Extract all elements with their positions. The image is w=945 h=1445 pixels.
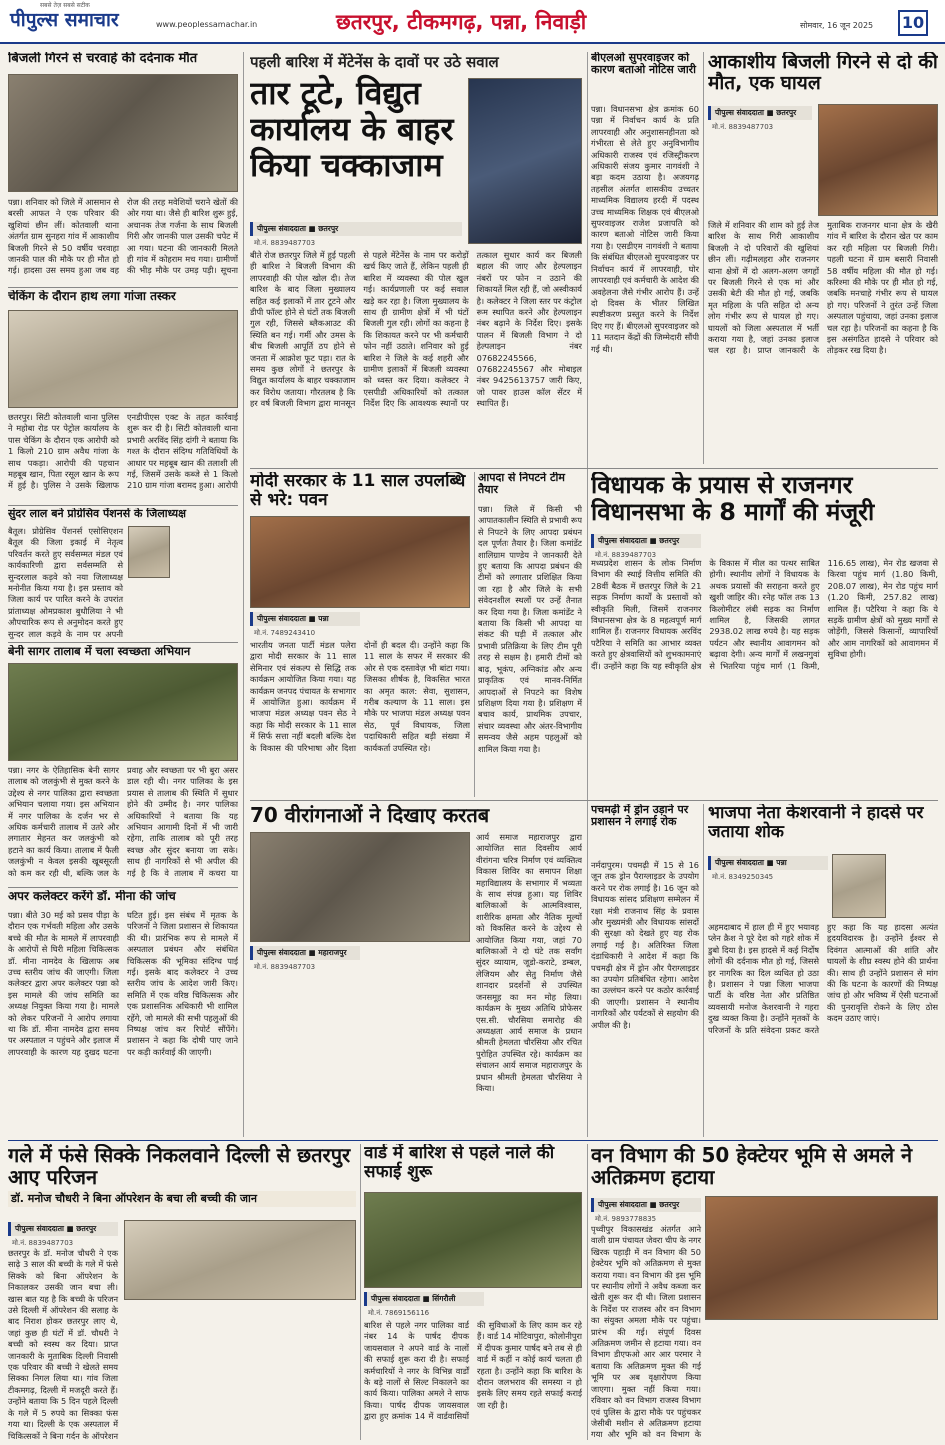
photo-doctor-family [124, 1220, 356, 1300]
photo-jcb-encroachment [705, 1196, 938, 1320]
reporter-mobile: मो.नं. 8349250345 [712, 873, 774, 881]
headline: गले में फंसे सिक्के निकलवाने दिल्ली से छतरपुर आए परिजन [8, 1144, 351, 1190]
column-rule [360, 1144, 361, 1440]
article-blo-notice[interactable] [591, 52, 699, 464]
headline: चेकिंग के दौरान हाथ लगा गांजा तस्कर [8, 290, 176, 303]
byline: पीपुल्स संवाददाता ■ छतरपुर [591, 1198, 701, 1212]
divider [8, 1140, 938, 1141]
article-body: बारिश से पहले नगर पालिका वार्ड नंबर 14 के पार्षद दीपक जायसवाल ने अपने वार्ड के नालों की सफाई शुरू करा दी है। सफाई कर्मचारियों ने नगर के विभिन्न वार्डों के बड़े नालों से सिल्ट निकालने का कार्य किया। पालिका अमले ने साफ किया। पार्षद दीपक जायसवाल द्वारा हुए क्रमांक 14 में वार्डवासियों की सुविधाओं के लिए काम कर रहे हैं। वार्ड 14 मोटिवापुरा, कोलोनीपुरा में दीपक कुमार पार्षद बने तब से ही वार्ड में कहीं न कोई कार्य चलता ही रहता है। उन्होंने कहा कि बारिश के दौरान जलभराव की समस्या न हो इसके लिए समय रहते सफाई कराई जा रही है। [364, 1320, 582, 1422]
reporter-mobile: मो.नं. 8839487703 [712, 123, 774, 131]
headline: भाजपा नेता केशरवानी ने हादसे पर जताया शोक [708, 804, 924, 843]
column-rule [703, 52, 704, 464]
article-body: पन्ना। नगर के ऐतिहासिक बेनी सागर तालाब को जलकुंभी से मुक्त करने के उद्देश्य से नगर पालिका द्वारा स्वच्छता अभियान चलाया गया। इस अभियान में नगर पालिका के दर्जन भर से अधिक कर्मचारी तालाब में उतरे और लगातार मेहनत कर जलकुंभी को हटाने का कार्य किया। तालाब में फैली जलकुंभी न केवल इसकी खूबसूरती को कम कर रही थी, बल्कि जल के प्रवाह और स्वच्छता पर भी बुरा असर डाल रही थी। नगर पालिका के इस प्रयास से तालाब की स्थिति में सुधार होने की उम्मीद है। नगर पालिका अधिकारियों ने बताया कि यह अभियान आगामी दिनों में भी जारी रहेगा, ताकि तालाब को पूरी तरह स्वच्छ और सुंदर बनाया जा सके। साथ ही नागरिकों से भी अपील की गई है कि वे तालाब में कचरा या [8, 765, 238, 878]
headline: आपदा से निपटने टीम तैयार [478, 472, 565, 497]
photo-hospital [818, 104, 938, 216]
photo-lake-cleanup [8, 663, 238, 761]
photo-girls-group [250, 832, 470, 942]
article-body: अहमदाबाद में हाल ही में हुए भयावह प्लेन क्रैश ने पूरे देश को गहरे शोक में डुबो दिया है। इस हादसे में कई निर्दोष लोगों की दर्दनाक मौत हो गई, जिससे हर नागरिक का दिल व्यथित हो उठा है। प्रशासन ने पन्ना जिला भाजपा पार्टी के वरिष्ठ नेता और प्रतिष्ठित व्यवसायी मनोज केशरवानी ने गहरा दुख व्यक्त किया है। उन्होंने मृतकों के परिजनों के प्रति संवेदना प्रकट करते हुए कहा कि यह हादसा अत्यंत हृदयविदारक है। उन्होंने ईश्वर से दिवंगत आत्माओं की शांति और घायलों के शीघ्र स्वस्थ होने की प्रार्थना की। साथ ही उन्होंने प्रशासन से मांग की कि घटना के कारणों की निष्पक्ष जांच हो और भविष्य में ऐसी घटनाओं की पुनरावृत्ति रोकने के लिए ठोस कदम उठाए जाएं। [708, 922, 938, 1035]
article-lightning-herder[interactable] [8, 52, 238, 284]
byline: पीपुल्स संवाददाता ■ छतरपुर [8, 1222, 118, 1236]
article-body: पृथ्वीपुर विकासखंड अंतर्गत आने वाली ग्राम पंचायत जेवरा चीप के नगर खिरक पहाड़ी में वन विभाग की 50 हेक्टेयर भूमि को अतिक्रमण से मुक्त कराया गया। वन विभाग की इस भूमि पर स्थानीय लोगों ने अवैध कब्जा कर खेती शुरू कर दी थी। जिला प्रशासन के निर्देश पर राजस्व और वन विभाग का संयुक्त अमला मौके पर पहुंचा। प्रारंभ की गई। संपूर्ण दिवस अतिक्रमण जमीन से हटाया गया। वन विभाग डीएफओ आर आर परमार ने बताया कि अतिक्रमण मुक्त की गई भूमि पर अब वृक्षारोपण किया जाएगा। मुक्त नहीं किया गया। रविवार को वन विभाग राजस्व विभाग एवं पुलिस के द्वारा मौके पर पहुंचकर जेसीबी मशीन से अतिक्रमण हटाया गया और भूमि को वन विभाग के [591, 1224, 701, 1440]
article-body: पन्ना। विधानसभा क्षेत्र क्रमांक 60 पन्ना में निर्वाचन कार्य के प्रति लापरवाही और अनुशासनहीनता को गंभीरता से लेते हुए अनुविभागीय अधिकारी राजस्व एवं रजिस्ट्रीकरण अधिकारी संजय कुमार नागवंशी ने बड़ा कदम उठाया है। अजयगढ़ तहसील अंतर्गत शासकीय उच्चतर माध्यमिक विद्यालय हरदी में पदस्थ उच्च माध्यमिक शिक्षक एवं बीएलओ सुपरवाइजर राजेश प्रजापति को कारण बताओ नोटिस जारी किया गया है। एसडीएम नागवंशी ने बताया कि संबंधित बीएलओ सुपरवाइजर पर निर्वाचन कार्य में लापरवाही, घोर लापरवाही एवं कर्मचारी के आदेश की अवहेलना जैसे गंभीर आरोप हैं। उन्हें दो दिवस के भीतर लिखित स्पष्टीकरण प्रस्तुत करने के निर्देश दिए गए हैं। बीएलओ सुपरवाइजर को 11 मतदान केंद्रों की जिम्मेदारी सौंपी गई थी। [591, 104, 699, 354]
headline: 70 वीरांगनाओं ने दिखाए करतब [250, 804, 490, 827]
article-drain-cleaning[interactable] [364, 1144, 582, 1440]
kicker: पहली बारिश में मेंटेनेंस के दावों पर उठे सवाल [250, 53, 499, 71]
headline: सुंदर लाल बने प्रोग्रेसिव पेंशनर्स के जिलाध्यक्ष [8, 508, 187, 520]
reporter-mobile: मो.नं. 8839487703 [595, 551, 657, 559]
article-body: जिले में शनिवार की शाम को हुई तेज बारिश के साथ गिरी आकाशीय बिजली ने दो परिवारों की खुशियां छीन लीं। गढ़ीमलहरा और राजनगर थाना क्षेत्रों में दो अलग-अलग जगहों पर बिजली गिरने से एक मां और उसकी बेटी की मौत हो गई, जबकि मृत महिला के पति सहित दो अन्य लोग गंभीर रूप से घायल हो गए। घायलों को जिला अस्पताल में भर्ती कराया गया है, जहां उनका इलाज चल रहा है। प्राप्त जानकारी के मुताबिक राजनगर थाना क्षेत्र के खैरी गांव में बारिश के दौरान खेत पर काम कर रही महिला पर बिजली गिरी। पहली घटना में ग्राम बसारी निवासी 58 वर्षीय महिला की मौत हो गई। करिश्मा की मौके पर ही मौत हो गई, जबकि मनचाहे गंभीर रूप से घायल हो गए। परिजनों ने तुरंत उन्हें जिला अस्पताल पहुंचाया, जहां उनका इलाज चल रहा है। परिजनों का कहना है कि इस असंगठित हादसे ने परिवार को तोड़कर रख दिया है। [708, 220, 938, 356]
photo-drain [364, 1192, 582, 1288]
reporter-mobile: मो.नं. 8839487703 [254, 963, 316, 971]
headline: विधायक के प्रयास से राजनगर विधानसभा के 8 मार्गों की मंजूरी [591, 472, 875, 526]
headline: बिजली गिरने से चरवाहे की दर्दनाक मौत [8, 52, 198, 66]
edition-title: छतरपुर, टीकमगढ़, पन्ना, निवाड़ी [336, 10, 587, 34]
portrait-photo [128, 526, 170, 578]
article-pensioners[interactable] [8, 508, 238, 640]
reporter-mobile: मो.नं. 8839487703 [254, 239, 316, 247]
article-body: आर्य समाज महाराजपुर द्वारा आयोजित सात दिवसीय आर्य वीरांगना चरित्र निर्माण एवं व्यक्तित्व विकास शिविर का समापन शिक्षा महाविद्यालय के सभागार में भव्यता के साथ संपन्न हुआ। यह शिविर बालिकाओं के आत्मविश्वास, शारीरिक क्षमता और नैतिक मूल्यों को विकसित करने के उद्देश्य से आयोजित किया गया, जहां 70 बालिकाओं ने दो घंटे तक सर्वांग सुंदर व्यायाम, जूडो-कराटे, डम्बल, लेजियम और सेतु निर्माण जैसे शानदार प्रदर्शनों से उपस्थित जनसमूह का मन मोह लिया। कार्यक्रम के मुख्य अतिथि प्रोफेसर एस.सी. चौरसिया समारोह की अध्यक्षता आर्य समाज के प्रधान श्रीमती हेमलता चौरसिया और रचित पुरोहित उपस्थित रहे। कार्यक्रम का संचालन आर्य समाज महाराजपुर के प्रधान श्रीमती हेमलता चौरसिया ने किया। [476, 832, 582, 1093]
photo-protest-night [468, 78, 582, 244]
page-number: 10 [898, 10, 928, 36]
photo-bjp-event [250, 516, 470, 608]
byline: पीपुल्स संवाददाता ■ छतरपुर [250, 222, 462, 236]
byline: पीपुल्स संवाददाता ■ छतरपुर [708, 106, 812, 120]
column-rule [587, 52, 588, 1137]
article-body: बीते रोज छतरपुर जिले में हुई पहली ही बारिश ने बिजली विभाग की लापरवाही की पोल खोल दी। तेज बारिश के बाद जिला मुख्यालय सहित कई इलाकों में तार टूटने और डीपी फॉल्ट होने से घंटों तक बिजली गुल रही, जिससे ब्लैकआउट की स्थिति बन गई। गर्मी और उमस के बीच बिजली आपूर्ति ठप होने से जनता में आक्रोश फूट पड़ा। रात के समय कुछ लोगों ने छतरपुर के विद्युत कार्यालय के बाहर चक्काजाम कर विरोध जताया। गौरतलब है कि हर वर्ष बिजली विभाग द्वारा मानसून से पहले मेंटेनेंस के नाम पर करोड़ों खर्च किए जाते हैं, लेकिन पहली ही बारिश में व्यवस्था की पोल खुल गई। कार्यप्रणाली पर कई सवाल खड़े कर रहा है। जिला मुख्यालय के साथ ही ग्रामीण क्षेत्रों में भी घंटों बिजली गुल रही। लोगों का कहना है कि शिकायत करने पर भी कर्मचारी फोन नहीं उठाते। शनिवार को हुई बारिश ने जिले के कई शहरी और ग्रामीण इलाकों में बिजली व्यवस्था को ध्वस्त कर दिया। कलेक्टर ने एसपीडी अधिकारियों को तत्काल निर्देश दिए कि आवश्यक स्थानों पर तत्काल सुधार कार्य कर बिजली बहाल की जाए और हेल्पलाइन नंबरों पर फोन न उठाने की शिकायतें मिल रही हैं, जो अस्वीकार्य है। कलेक्टर ने जिला स्तर पर कंट्रोल रूम स्थापित करने और हेल्पलाइन नंबर बढ़ाने के निर्देश दिए। इसके पालन में बिजली विभाग ने दो हेल्पलाइन नंबर 07682245566, 07682245567 और मोबाइल नंबर 9425613757 जारी किए, जो पावर हाउस कॉल सेंटर में स्थापित हैं। [250, 250, 582, 409]
byline: पीपुल्स संवाददाता ■ छतरपुर [591, 534, 701, 548]
headline: आकाशीय बिजली गिरने से दो की मौत, एक घायल [708, 52, 938, 95]
article-body: भारतीय जनता पार्टी मंडल पलेरा द्वारा मोदी सरकार के 11 साल सेमिनार एवं संकल्प से सिद्धि तक कार्यक्रम आयोजित किया गया। यह कार्यक्रम जनपद पंचायत के सभागार में आयोजित हुआ। कार्यक्रम में भाजपा मंडल अध्यक्ष पवन सेठ ने कहा कि मोदी सरकार के 11 साल में सिर्फ सत्ता नहीं बदली बल्कि देश के विकास की परिभाषा और दिशा दोनों ही बदल दी। उन्होंने कहा कि 11 साल के सफर में सरकार की ओर से एक दस्तावेज़ भी बांटा गया। जिसका शीर्षक है, विकसित भारत का अमृत काल: सेवा, सुशासन, गरीब कल्याण के 11 साल। इस मौके पर भाजपा मंडल अध्यक्ष पवन सेठ, पूर्व विधायक, जिला पदाधिकारी सहित बड़ी संख्या में कार्यकर्ता उपस्थित रहे। [250, 640, 470, 753]
headline: तार टूटे, विद्युत कार्यालय के बाहर किया चक्काजाम [250, 74, 454, 184]
column-rule [243, 52, 244, 1137]
column-rule [587, 1144, 588, 1440]
article-lightning-two[interactable] [708, 52, 938, 464]
reporter-mobile: मो.नं. 7489243410 [254, 629, 316, 637]
headline: पचमढ़ी में ड्रोन उड़ाने पर प्रशासन ने लगाई रोक [591, 804, 689, 829]
article-body: छतरपुर के डॉ. मनोज चौधरी ने एक साढ़े 3 साल की बच्ची के गले में फंसे सिक्के को बिना ऑपरेशन के निकालकर उसकी जान बचा ली। खास बात यह है कि बच्ची के परिजन उसे दिल्ली में ऑपरेशन की सलाह के बाद निराश होकर छतरपुर लाए थे, जहां कुछ ही घंटों में डॉ. चौधरी ने बच्ची को स्वस्थ कर दिया। प्राप्त जानकारी के मुताबिक दिल्ली निवासी एक परिवार की बच्ची ने खेलते समय सिक्का निगल लिया था। गांव जिला टीकमगढ़, दिल्ली में मजदूरी करते हैं। उन्होंने बताया कि 5 दिन पहले दिल्ली के गले में 5 रुपये का सिक्का फंस गया था। दिल्ली के एक अस्पताल में चिकित्सकों ने बिना गर्दन के ऑपरेशन [8, 1248, 118, 1440]
article-body: छतरपुर। सिटी कोतवाली थाना पुलिस ने महोबा रोड पर पेट्रोल कार्यालय के पास चेकिंग के दौरान एक आरोपी को 1 किलो 210 ग्राम अवैध गांजा के साथ पकड़ा। आरोपी की पहचान महबूब खान, पिता रसूल खान के रूप में हुई है। पुलिस ने उसके खिलाफ एनडीपीएस एक्ट के तहत कार्रवाई शुरू कर दी है। सिटी कोतवाली थाना प्रभारी अरविंद सिंह दांगी ने बताया कि गश्त के दौरान संदिग्ध गतिविधियों के आधार पर महबूब खान की तलाशी ली गई, जिसमें उसके कब्जे से 1 किलो 210 ग्राम गांजा बरामद हुआ। आरोपी [8, 412, 238, 491]
article-disaster-team[interactable] [478, 472, 582, 797]
article-body: बैतूल। प्रोग्रेसिव पेंशनर्स एसोसिएशन बैतूल की जिला इकाई में नेतृत्व परिवर्तन करते हुए सर्वसम्मत मंडल एवं कार्यकारिणी द्वारा सर्वसम्मति से सुन्दरलाल कड़वे को नया जिलाध्यक्ष मनोनीत किया गया है। इस प्रस्ताव को जिला कार्य पर पारित करने के उपरांत प्रांताध्यक्ष ओमप्रकाश बुधौलिया ने भी औपचारिक रूप से अनुमोदन करते हुए सुन्दर लाल कड़वे के नाम पर अपनी [8, 526, 123, 639]
brand-logo [10, 2, 119, 32]
column-rule [703, 804, 704, 1137]
divider [250, 800, 938, 801]
byline: पीपुल्स संवाददाता ■ पन्ना [250, 612, 360, 626]
article-body: नर्मदापुरम। पचमढ़ी में 15 से 16 जून तक ड्रोन पैराग्लाइडर के उपयोग करने पर रोक लगाई है। 16 जून को विधायक सांसद प्रशिक्षण सम्मेलन में रक्षा मंत्री राजनाथ सिंह के प्रवास और मुख्यमंत्री और विधायक सांसदों की सुरक्षा को देखते हुए यह रोक लगाई गई है। अतिरिक्त जिला दंडाधिकारी ने आदेश में कहा कि पचमढ़ी क्षेत्र में ड्रोन और पैराग्लाइडर का उपयोग प्रतिबंधित रहेगा। आदेश का उल्लंघन करने पर कठोर कार्रवाई की जाएगी। प्रशासन ने स्थानीय नागरिकों और पर्यटकों से सहयोग की अपील की है। [591, 860, 699, 1030]
article-coin-girl[interactable] [8, 1144, 356, 1440]
divider [8, 287, 238, 288]
article-modi-11[interactable] [250, 472, 470, 797]
article-rajnagar-roads[interactable] [591, 472, 938, 797]
article-body: पन्ना। बीते 30 मई को प्रसव पीड़ा के दौरान एक गर्भवती महिला और उसके बच्चे की मौत के मामले में लापरवाही के आरोपों से घिरी महिला चिकित्सक डॉ. मीना नामदेव के खिलाफ अब उच्च स्तरीय जांच की जाएगी। जिला कलेक्टर द्वारा अपर कलेक्टर पन्ना को इस मामले की जांच समिति का अध्यक्ष नियुक्त किया गया है। मामले को लेकर परिजनों ने आरोप लगाया था कि डॉ. मीना नामदेव द्वारा समय पर अस्पताल न पहुंचने और इलाज में लापरवाही के कारण यह दुखद घटना घटित हुई। इस संबंध में मृतक के परिजनों ने जिला प्रशासन से शिकायत की थी। प्रारंभिक रूप से मामले में अस्पताल प्रबंधन और संबंधित चिकित्सक की भूमिका संदिग्ध पाई गई। इसके बाद कलेक्टर ने उच्च स्तरीय जांच के आदेश जारी किए। समिति में एक वरिष्ठ चिकित्सक और एक प्रशासनिक अधिकारी भी शामिल रहेंगे, जो मामले की सभी पहलुओं की निष्पक्ष जांच कर रिपोर्ट सौंपेंगे। प्रशासन ने कहा कि दोषी पाए जाने पर कड़ी कार्रवाई की जाएगी। [8, 910, 238, 1057]
brand-name: पीपुल्स समाचार [10, 9, 119, 31]
byline: पीपुल्स संवाददाता ■ महाराजपुर [250, 946, 360, 960]
article-beni-sagar[interactable] [8, 645, 238, 885]
subheadline: डॉ. मनोज चौधरी ने बिना ऑपरेशन के बचा ली बच्ची की जान [8, 1191, 356, 1207]
website-link[interactable]: www.peoplessamachar.in [156, 20, 258, 29]
headline: बीएलओ सुपरवाइजर को कारण बताओ नोटिस जारी [591, 52, 697, 77]
article-body: पन्ना। जिले में किसी भी आपातकालीन स्थिति से प्रभावी रूप से निपटने के लिए आपदा प्रबंधन दल पूर्णतः तैयार है। जिला कमांडेंट शालिग्राम पाण्डेय ने जानकारी देते हुए बताया कि आपदा प्रबंधन की टीमों को लगातार प्रशिक्षित किया जा रहा है और जिले के सभी संवेदनशील स्थलों पर उन्हें तैनात कर दिया गया है। जिला कमांडेंट ने बताया कि किसी भी आपदा या संकट की घड़ी में तत्काल और प्रभावी प्रतिक्रिया के लिए टीम पूरी तरह से सक्षम है। हमारी टीमों को बाढ़, भूकंप, अग्निकांड और अन्य प्राकृतिक एवं मानव-निर्मित आपदाओं से निपटने का विशेष प्रशिक्षण दिया गया है। प्रशिक्षण में बचाव कार्य, प्राथमिक उपचार, संचार व्यवस्था और अंतर-विभागीय समन्वय जैसे अहम पहलुओं को शामिल किया गया है। [478, 504, 582, 754]
headline: वार्ड में बारिश से पहले नाले की सफाई शुरू [364, 1144, 555, 1183]
divider [250, 468, 938, 469]
reporter-mobile: मो.नं. 8839487703 [12, 1239, 74, 1247]
article-veerangana[interactable] [250, 804, 582, 1137]
portrait-photo [832, 854, 886, 918]
divider [8, 505, 238, 506]
divider [8, 887, 238, 888]
article-pachmarhi-drone[interactable] [591, 804, 699, 1137]
issue-date: सोमवार, 16 जून 2025 [800, 21, 874, 30]
article-keshrwani[interactable] [708, 804, 938, 1137]
article-power-office[interactable] [250, 52, 582, 464]
article-forest[interactable] [591, 1144, 938, 1440]
brand-tagline: सबसे तेज़ सबसे सटीक [40, 2, 90, 9]
column-rule [474, 472, 475, 797]
byline: पीपुल्स संवाददाता ■ सिंगरौली [364, 1292, 484, 1306]
masthead [0, 0, 945, 44]
divider [8, 642, 238, 643]
reporter-mobile: मो.नं. 7869156116 [368, 1309, 430, 1317]
headline: बेनी सागर तालाब में चला स्वच्छता अभियान [8, 645, 191, 658]
article-dr-meena[interactable] [8, 890, 238, 1135]
reporter-mobile: मो.नं. 9893778835 [595, 1215, 657, 1223]
headline: मोदी सरकार के 11 साल उपलब्धि से भरे: पवन [250, 472, 466, 511]
article-ganja[interactable] [8, 290, 238, 502]
photo-police-station [8, 310, 238, 408]
headline: अपर कलेक्टर करेंगे डॉ. मीना की जांच [8, 890, 176, 903]
article-body: मध्यप्रदेश शासन के लोक निर्माण विभाग की स्थाई वित्तीय समिति की 28वीं बैठक में छतरपुर जिले के 21 सड़क निर्माण कार्यों के प्रस्तावों को स्वीकृति मिली, जिसमें राजनगर विधानसभा क्षेत्र के 8 महत्वपूर्ण मार्ग शामिल हैं। राजनगर विधायक अरविंद पटैरिया ने समिति का आभार व्यक्त करते हुए क्षेत्रवासियों को शुभकामनाएं दीं। उन्होंने कहा कि यह स्वीकृति क्षेत्र के विकास में मील का पत्थर साबित होगी। स्थानीय लोगों ने विधायक के अथक प्रयासों की सराहना करते हुए खुशी जाहिर की। रनेह फॉल तक 13 किलोमीटर लंबी सड़क का निर्माण शामिल है, जिसकी लागत 2938.02 लाख रुपये है। यह सड़क पर्यटन और स्थानीय आवागमन को बढ़ावा देगी। अन्य मार्गों में लखनगुवां से भितरिया पहुंच मार्ग (1 किमी, 116.65 लाख), मेन रोड खजवा से किरवा पहुंच मार्ग (1.80 किमी, 208.07 लाख), मेन रोड पहुंच मार्ग (1.20 किमी, 257.82 लाख) शामिल हैं। पटैरिया ने कहा कि ये सड़कें ग्रामीण क्षेत्रों को मुख्य मार्गों से जोड़ेंगी, जिससे किसानों, व्यापारियों और आम नागरिकों को आवागमन में सुविधा होगी। [591, 558, 938, 671]
article-body: पन्ना। शनिवार को जिले में आसमान से बरसी आफत ने एक परिवार की खुशियां छीन लीं। कोतवाली थाना अंतर्गत ग्राम सुनहरा गांव में आकाशीय बिजली गिरने से 50 वर्षीय चरवाहा जानकी पाल की मौके पर ही मौत हो गई। हादसा उस समय हुआ जब वह रोज की तरह मवेशियों चराने खेतों की ओर गया था। जैसे ही बारिश शुरू हुई, अचानक तेज गर्जना के साथ बिजली गिरी और जानकी पाल उसकी चपेट में आ गया। घटना की जानकारी मिलते ही गांव में कोहराम मच गया। ग्रामीणों की भीड़ मौके पर उमड़ पड़ी। सूचना [8, 197, 238, 276]
photo-crowd [8, 74, 238, 192]
byline: पीपुल्स संवाददाता ■ पन्ना [708, 856, 828, 870]
headline: वन विभाग की 50 हेक्टेयर भूमि से अमले ने अतिक्रमण हटाया [591, 1144, 913, 1190]
